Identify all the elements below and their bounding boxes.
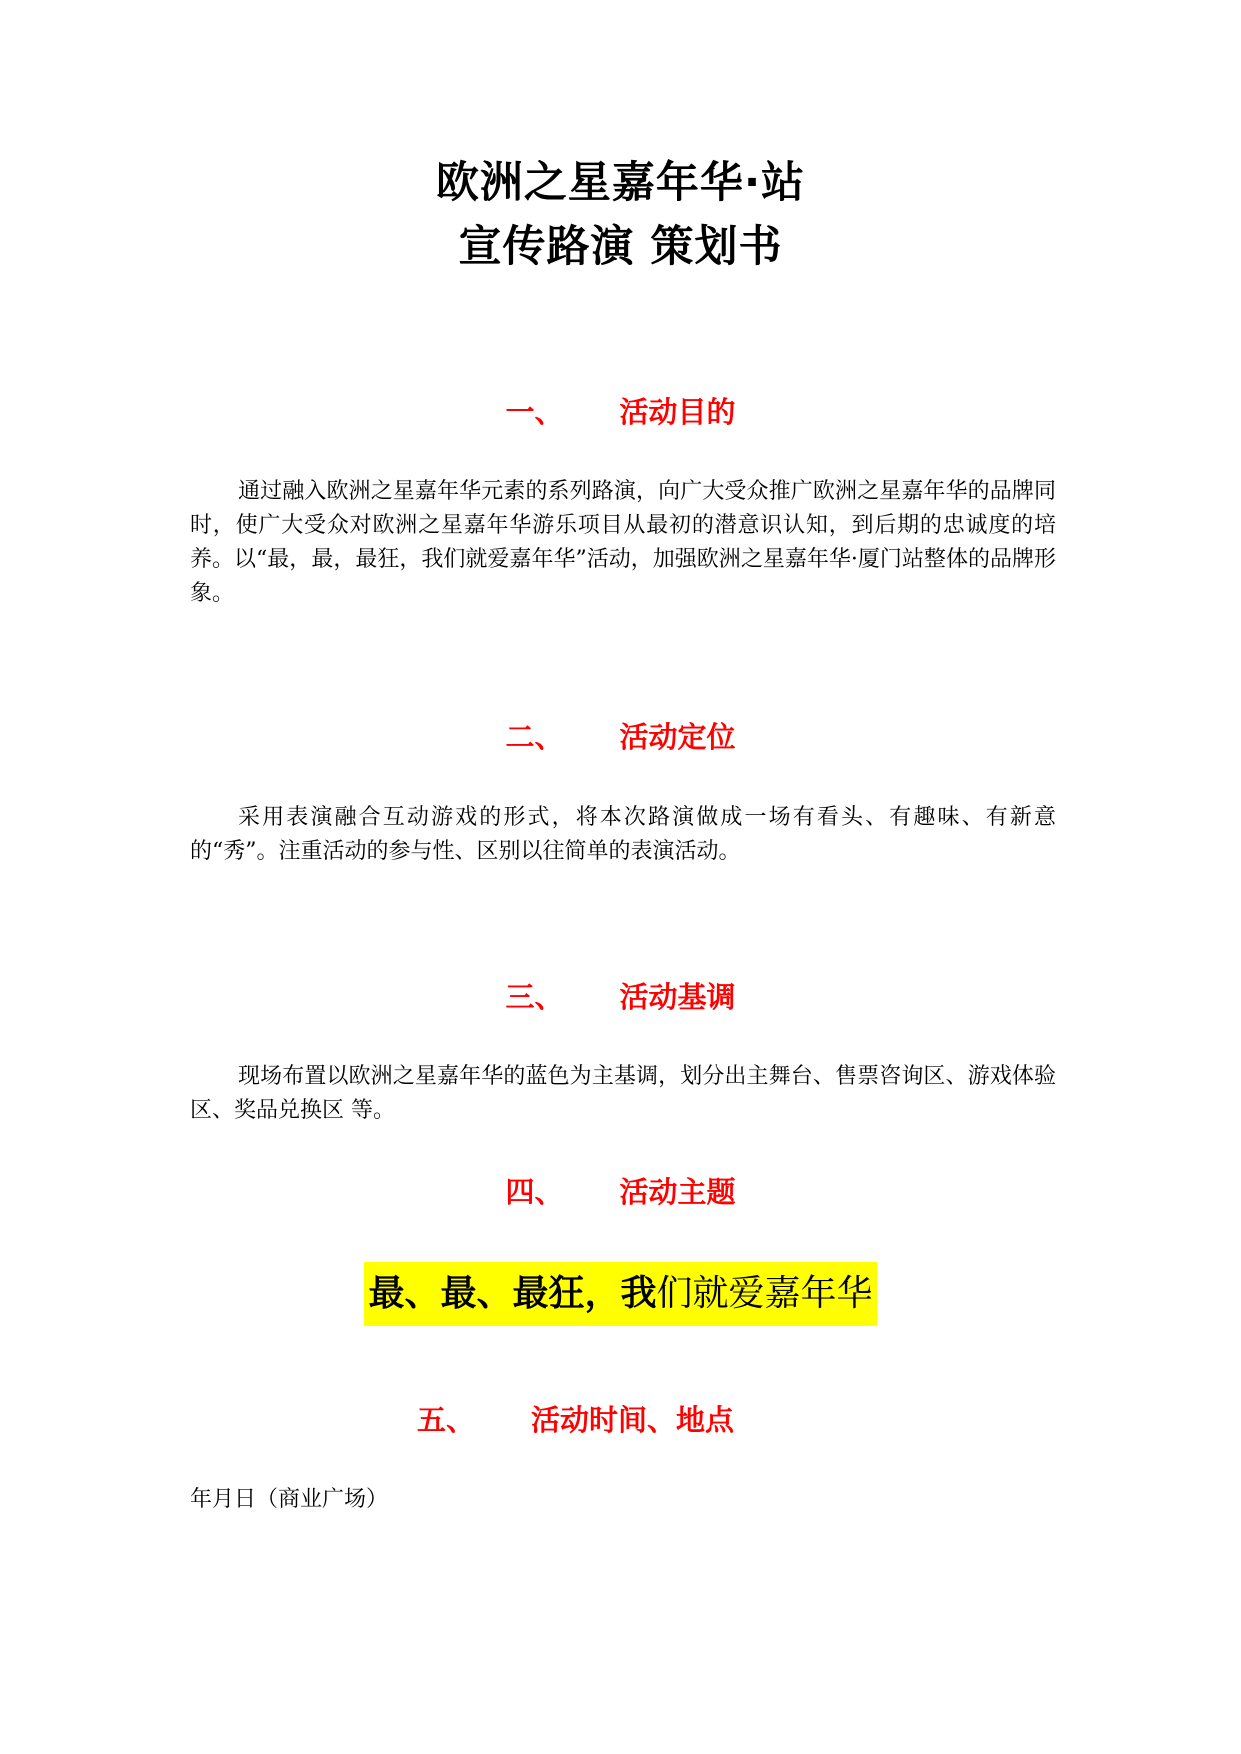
document-title-line-2: 宣传路演 策划书 [458,222,783,272]
section-heading-purpose [0,392,1241,432]
section-number: 五、 [416,1403,475,1437]
section-number: 四、 [505,1175,564,1209]
theme-slogan-wrapper [0,1262,1241,1326]
section-title: 活动主题 [619,1175,736,1209]
theme-slogan-bold: 最、最、最狂，我 [368,1273,657,1314]
section-heading-tone [0,977,1241,1017]
section-body-positioning: 采用表演融合互动游戏的形式，将本次路演做成一场有看头、有趣味、有新意的“秀”。注重活动的参与性、区别以往简单的表演活动。 [190,805,1056,864]
section-heading-time-location [0,1400,1196,1440]
section-body-tone: 现场布置以欧洲之星嘉年华的蓝色为主基调，划分出主舞台、售票咨询区、游戏体验区、奖品兑换区 等。 [190,1064,1056,1123]
document-title-line-1: 欧洲之星嘉年华·站 [435,158,806,208]
section-heading-positioning [0,717,1241,757]
theme-slogan-regular: 们就爱嘉年华 [656,1273,873,1314]
section-title: 活动时间、地点 [530,1403,734,1437]
section-body-purpose: 通过融入欧洲之星嘉年华元素的系列路演，向广大受众推广欧洲之星嘉年华的品牌同时，使广大受众对欧洲之星嘉年华游乐项目从最初的潜意识认知，到后期的忠诚度的培养。以“最，最，最狂，我们就爱嘉年华”活动，加强欧洲之星嘉年华·厦门站整体的品牌形象。 [190,479,1056,606]
section-body-time-location: 年月日（商业广场） [190,1487,389,1512]
section-title: 活动基调 [619,980,736,1014]
section-title: 活动定位 [619,720,736,754]
section-number: 二、 [505,720,564,754]
section-number: 一、 [505,395,564,429]
section-title: 活动目的 [619,395,736,429]
theme-slogan-highlight [364,1262,876,1326]
section-heading-theme [0,1172,1241,1212]
section-number: 三、 [505,980,564,1014]
